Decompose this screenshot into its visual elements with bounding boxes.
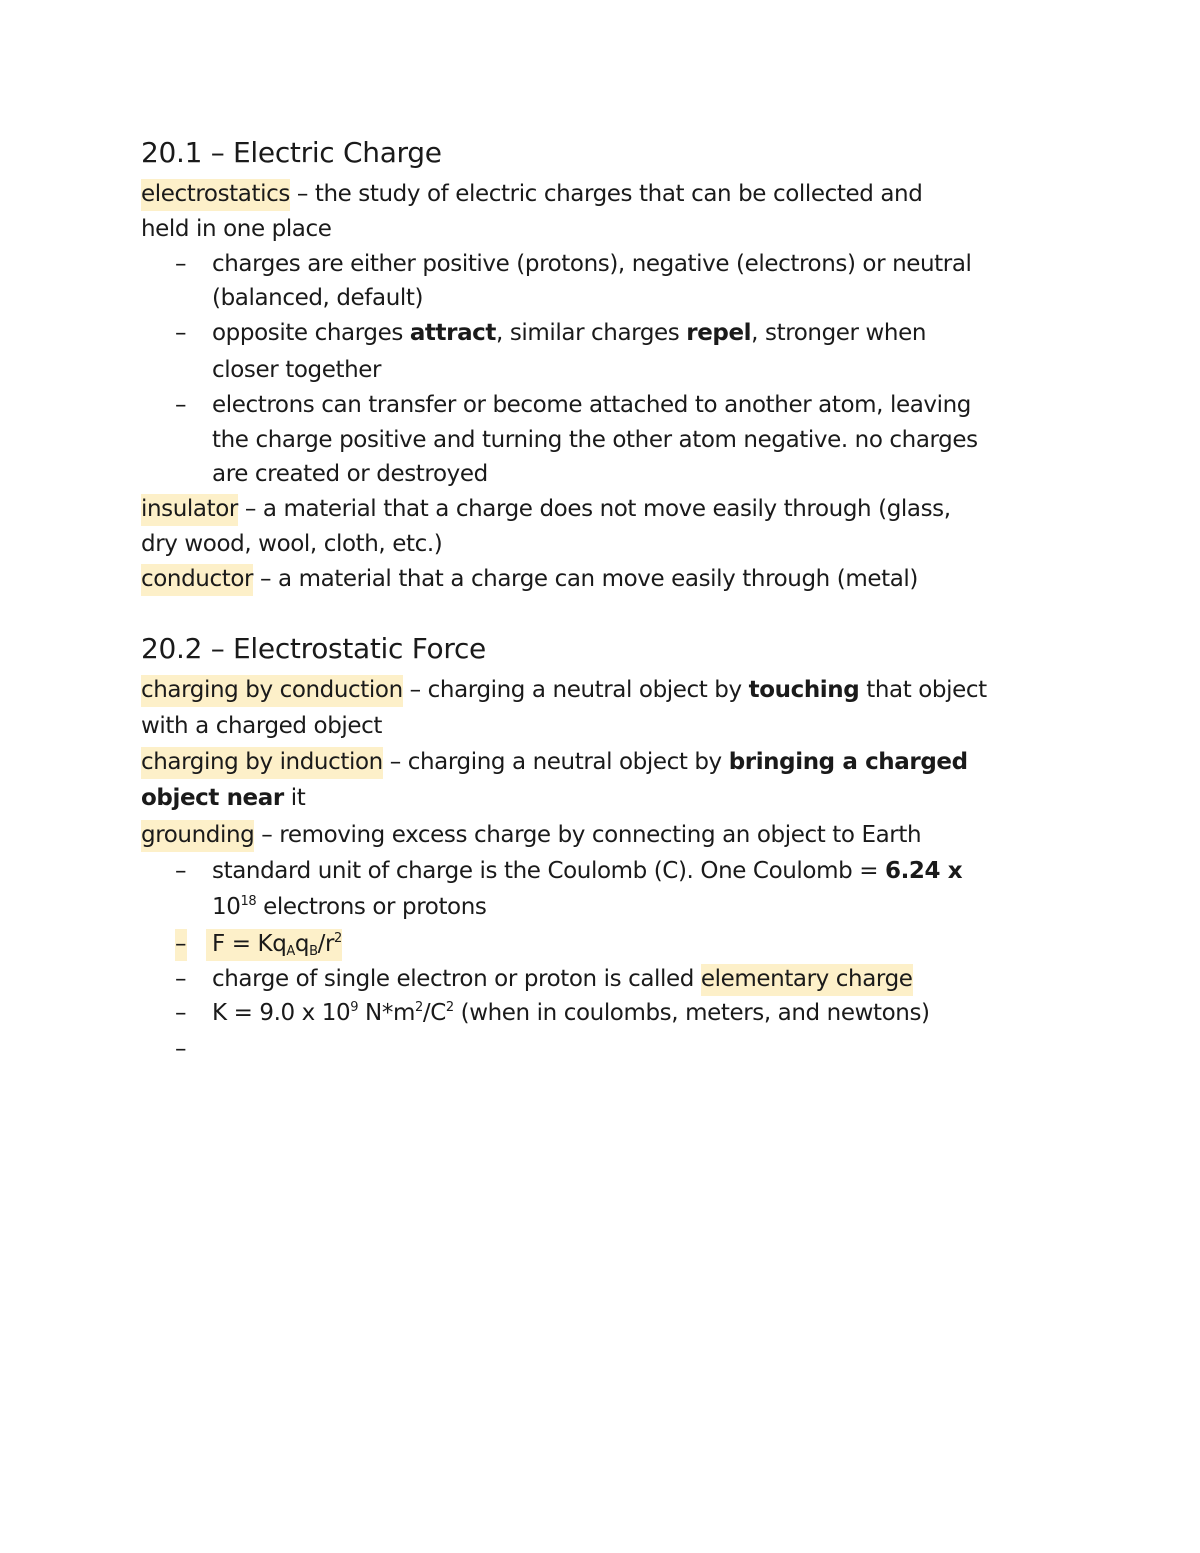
bullet-text: charges are either positive (protons), negative (electrons) or neutral xyxy=(212,251,972,277)
bullet-text: $10^{18}$ electrons or protons xyxy=(212,894,487,920)
definition-continuation: held in one place xyxy=(141,216,332,242)
term-highlight: grounding xyxy=(141,820,254,852)
bullet-text: opposite charges attract, similar charges repel, stronger when xyxy=(212,320,927,346)
bullet-dash: – xyxy=(175,251,187,277)
bullet-text: are created or destroyed xyxy=(212,461,488,487)
term-highlight: insulator xyxy=(141,494,238,526)
definition-grounding: grounding – removing excess charge by connecting an object to Earth xyxy=(141,820,921,850)
formula-coulomb-constant: K = 9.0 x $10^9$ $N*m^2/C^2$ (when in coulombs, meters, and newtons) xyxy=(212,1000,930,1026)
bullet-dash: – xyxy=(175,858,187,884)
term-highlight: charging by induction xyxy=(141,747,383,779)
bullet-dash: – xyxy=(175,929,187,959)
definition-induction: charging by induction – charging a neutral object by bringing a charged xyxy=(141,747,968,777)
definition-continuation: dry wood, wool, cloth, etc.) xyxy=(141,531,443,557)
definition-continuation: object near it xyxy=(141,785,306,811)
bullet-dash: – xyxy=(175,392,187,418)
bullet-text: electrons can transfer or become attached to another atom, leaving xyxy=(212,392,971,418)
definition-continuation: with a charged object xyxy=(141,713,383,739)
definition-electrostatics: electrostatics – the study of electric charges that can be collected and xyxy=(141,179,922,209)
section-heading-20-1: 20.1 – Electric Charge xyxy=(141,136,442,169)
term-highlight: electrostatics xyxy=(141,179,290,211)
bullet-text: standard unit of charge is the Coulomb (C). One Coulomb = 6.24 x xyxy=(212,858,963,884)
bullet-text: (balanced, default) xyxy=(212,285,424,311)
bullet-dash: – xyxy=(175,966,187,992)
bullet-dash-empty: – xyxy=(175,1036,187,1062)
bullet-text: the charge positive and turning the other atom negative. no charges xyxy=(212,427,978,453)
definition-conductor: conductor – a material that a charge can move easily through (metal) xyxy=(141,564,918,594)
definition-insulator: insulator – a material that a charge does not move easily through (glass, xyxy=(141,494,951,524)
term-highlight: conductor xyxy=(141,564,253,596)
bullet-text: charge of single electron or proton is called elementary charge xyxy=(212,964,913,994)
term-highlight: elementary charge xyxy=(701,964,913,996)
section-heading-20-2: 20.2 – Electrostatic Force xyxy=(141,632,486,665)
definition-conduction: charging by conduction – charging a neutral object by touching that object xyxy=(141,675,987,705)
term-highlight: charging by conduction xyxy=(141,675,403,707)
formula-coulomb-law: $F = Kq_Aq_B/r^2$ xyxy=(206,929,342,959)
bullet-dash: – xyxy=(175,1000,187,1026)
bullet-text: closer together xyxy=(212,357,382,383)
bullet-dash: – xyxy=(175,320,187,346)
